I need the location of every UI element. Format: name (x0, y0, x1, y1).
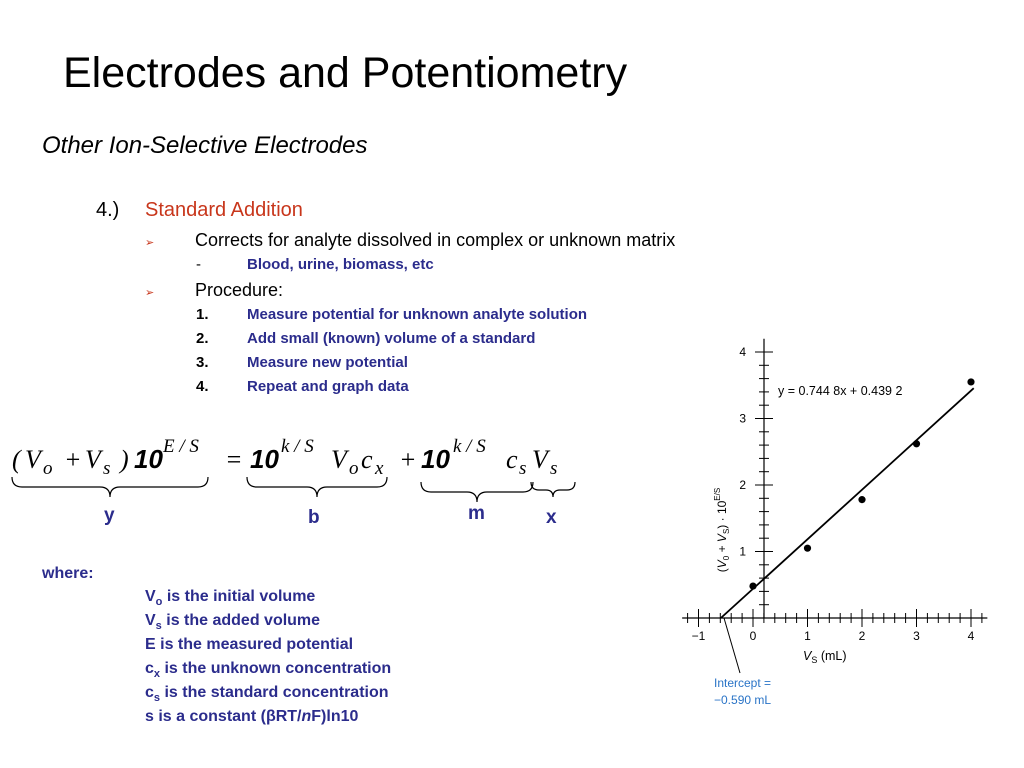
fit-line (721, 388, 974, 618)
eq-ten: 10 (250, 444, 279, 474)
eq-paren-close: ) (120, 445, 129, 474)
y-tick-label: 1 (739, 544, 746, 559)
eq-sub-s: s (103, 458, 111, 479)
fit-equation-label: y = 0.744 8x + 0.439 2 (778, 384, 903, 398)
bullet-arrow-icon: ➢ (145, 237, 155, 249)
underbrace-y (12, 477, 208, 497)
y-tick-label: 4 (739, 345, 746, 359)
standard-addition-plot (640, 330, 1024, 720)
slide-subtitle: Other Ion-Selective Electrodes (42, 132, 368, 159)
step-number: 4. (196, 378, 209, 395)
eq-c: c (361, 445, 373, 474)
eq-paren-open: ( (12, 445, 21, 474)
eq-sub-x: x (375, 458, 384, 479)
definition-initial-volume: $V_o$ is the initial volume (145, 588, 316, 609)
eq-v: V (85, 445, 101, 474)
bullet-text: Corrects for analyte dissolved in complex or unknown matrix (195, 230, 676, 250)
y-tick-label: 2 (739, 478, 746, 492)
eq-exponent-k-over-s: k / S (453, 436, 486, 457)
eq-sub-s: s (519, 458, 527, 479)
step-text: Repeat and graph data (247, 378, 409, 395)
eq-v: V (25, 445, 41, 474)
data-point (858, 496, 865, 503)
bullet-arrow-icon: ➢ (145, 287, 155, 299)
eq-exponent-e-over-s: E / S (163, 436, 199, 457)
intercept-leader-line (724, 618, 740, 673)
intercept-label-line2: −0.590 mL (714, 693, 772, 707)
subitem-marker: - (196, 256, 201, 273)
eq-sub-o: o (43, 458, 53, 479)
step-number: 3. (196, 354, 209, 371)
eq-sub-o: o (349, 458, 359, 479)
x-tick-label: 4 (967, 629, 975, 643)
x-axis-label: $V_S$ (mL) (803, 649, 847, 665)
eq-ten: 10 (421, 444, 450, 474)
definition-standard-concentration: $c_s$ is the standard concentration (145, 684, 389, 705)
x-tick-label: 0 (749, 629, 757, 643)
eq-ten: 10 (134, 444, 163, 474)
data-point (913, 440, 920, 447)
data-points (749, 378, 974, 589)
brace-label-b: b (308, 507, 320, 528)
x-tick-label: 3 (913, 629, 920, 643)
step-number: 2. (196, 330, 209, 347)
step-number: 1. (196, 306, 209, 323)
eq-plus: + (64, 445, 82, 474)
chart-axes (682, 339, 987, 618)
data-point (967, 378, 974, 385)
brace-label-m: m (468, 503, 485, 524)
eq-sub-s: s (550, 458, 558, 479)
definition-added-volume: $V_s$ is the added volume (145, 612, 321, 633)
eq-c: c (506, 445, 518, 474)
step-text: Measure potential for unknown analyte solution (247, 306, 588, 323)
y-tick-label: 3 (739, 411, 746, 426)
step-text: Measure new potential (247, 354, 408, 371)
eq-plus: + (399, 445, 417, 474)
x-tick-label: 1 (804, 629, 811, 643)
x-tick-label: 2 (858, 629, 866, 643)
where-label: where: (42, 565, 94, 582)
x-tick-label: −1 (691, 629, 706, 643)
data-point (804, 545, 811, 552)
step-text: Add small (known) volume of a standard (247, 330, 536, 347)
underbrace-x (531, 482, 575, 497)
data-point (749, 582, 756, 589)
eq-v: V (532, 445, 548, 474)
y-axis-label: $(V_0 + V_S) \cdot 10^{E/S}$ (713, 487, 731, 573)
slide-title: Electrodes and Potentiometry (63, 49, 628, 97)
section-number: 4.) (96, 199, 120, 221)
subitem-text: Blood, urine, biomass, etc (247, 256, 434, 273)
underbrace-m (421, 482, 533, 502)
definition-measured-potential: E is the measured potential (145, 636, 354, 653)
definition-unknown-concentration: $c_x$ is the unknown concentration (145, 660, 392, 681)
intercept-label-line1: Intercept = (714, 676, 772, 690)
underbrace-b (247, 477, 387, 497)
brace-label-y: y (104, 505, 115, 526)
eq-exponent-k-over-s: k / S (281, 436, 314, 457)
section-heading: Standard Addition (145, 199, 303, 221)
standard-addition-equation (0, 425, 600, 535)
definition-constant: s is a constant (βRT/nF)ln10 (145, 708, 359, 725)
bullet-text: Procedure: (195, 280, 284, 300)
brace-label-x: x (546, 507, 557, 528)
eq-v: V (331, 445, 347, 474)
eq-equals: = (225, 445, 243, 474)
